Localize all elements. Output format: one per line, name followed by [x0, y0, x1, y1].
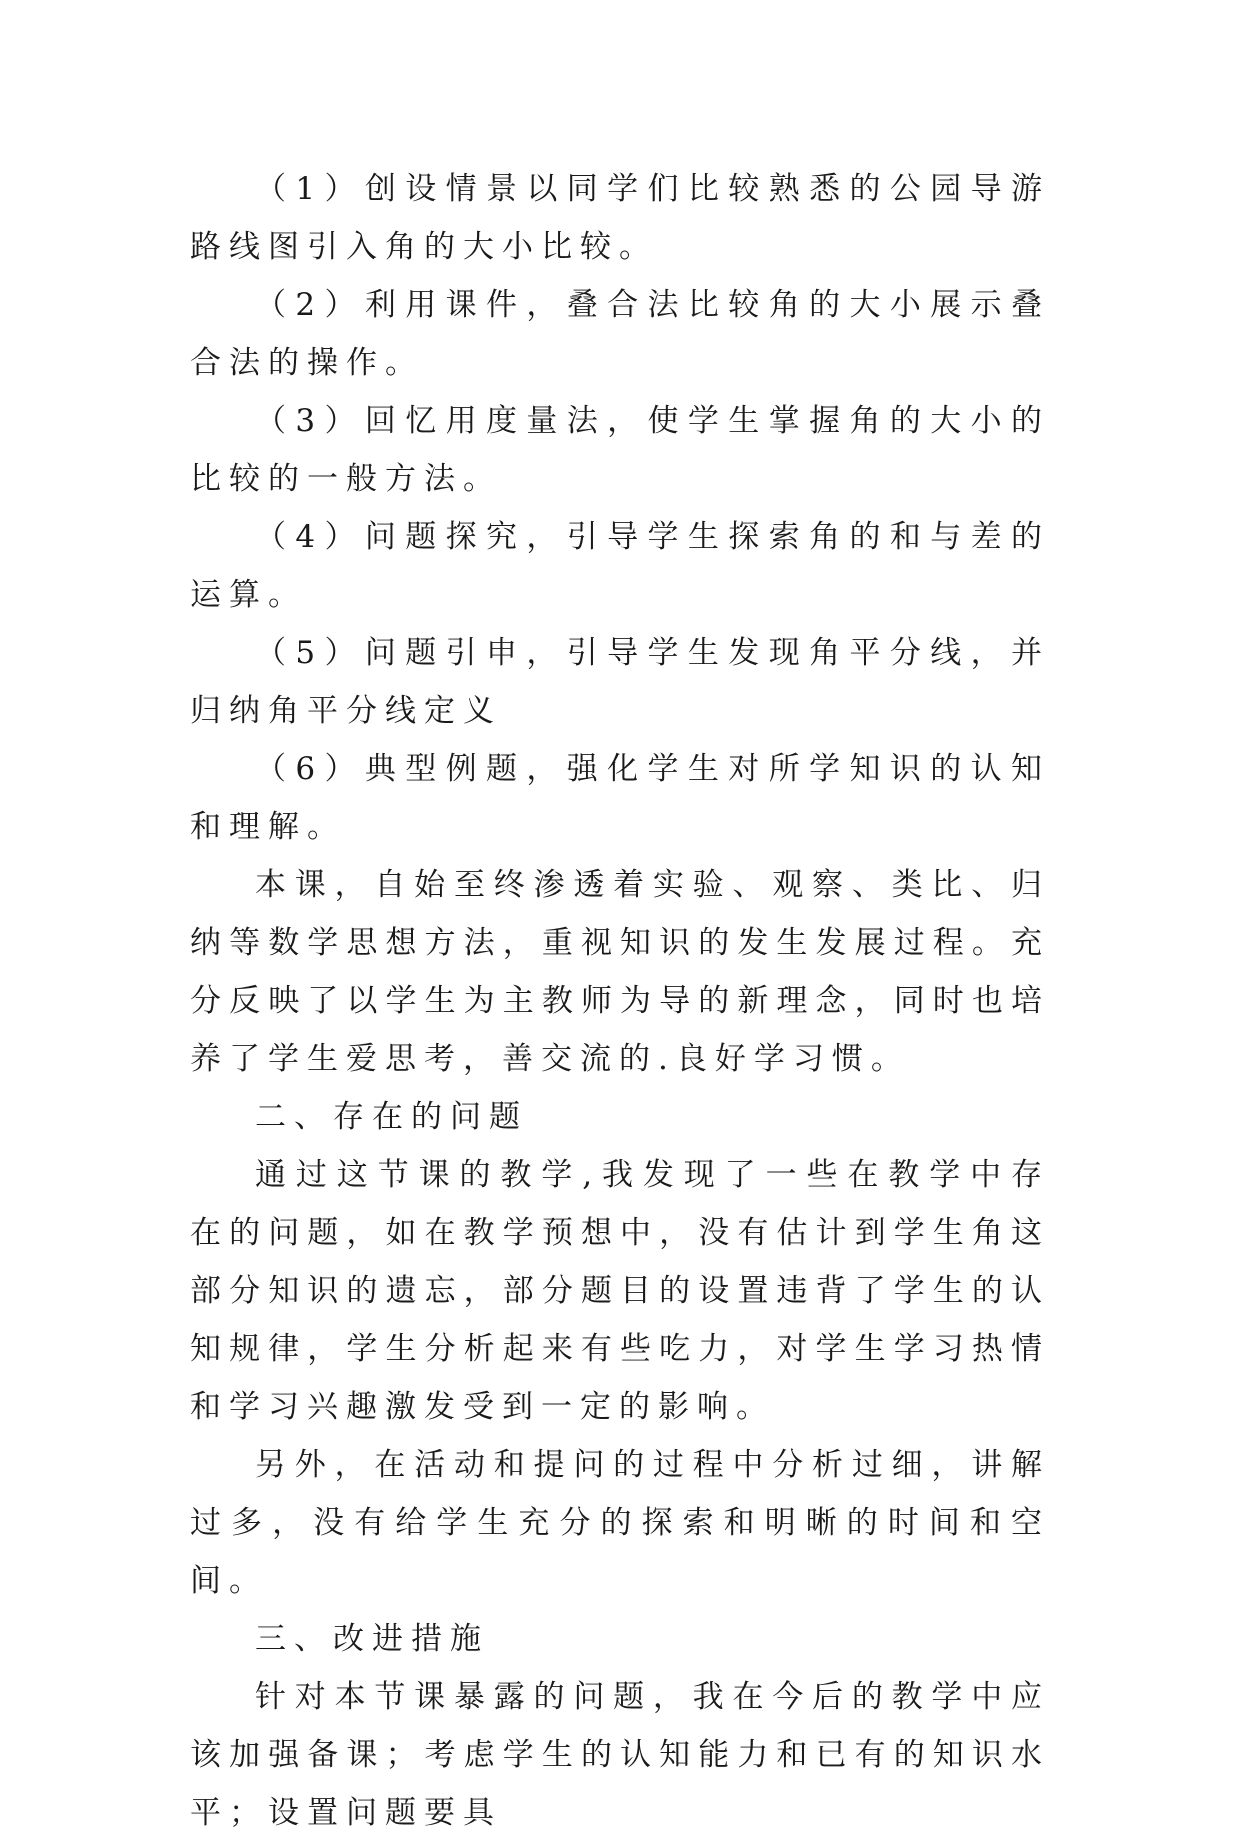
paragraph-step-6: （6）典型例题，强化学生对所学知识的认知和理解。 — [190, 751, 1050, 845]
section-heading-problems: 二、存在的问题 — [255, 1099, 528, 1135]
paragraph-step-3: （3）回忆用度量法，使学生掌握角的大小的比较的一般方法。 — [190, 403, 1050, 497]
section-heading-improvements: 三、改进措施 — [255, 1621, 489, 1657]
paragraph-problems: 通过这节课的教学,我发现了一些在教学中存在的问题，如在教学预想中，没有估计到学生角这部分知识的遗忘，部分题目的设置违背了学生的认知规律，学生分析起来有些吃力，对学生学习热情和学习兴趣激发受到一定的影响。 — [190, 1157, 1050, 1425]
paragraph-summary: 本课，自始至终渗透着实验、观察、类比、归纳等数学思想方法，重视知识的发生发展过程。充分反映了以学生为主教师为导的新理念，同时也培养了学生爱思考，善交流的.良好学习惯。 — [190, 867, 1050, 1077]
paragraph-additional-problems: 另外，在活动和提问的过程中分析过细，讲解过多，没有给学生充分的探索和明晰的时间和空间。 — [190, 1447, 1050, 1599]
document-body — [190, 160, 1050, 1842]
paragraph-step-1: （1）创设情景以同学们比较熟悉的公园导游路线图引入角的大小比较。 — [190, 171, 1050, 265]
paragraph-improvements: 针对本节课暴露的问题，我在今后的教学中应该加强备课；考虑学生的认知能力和已有的知识水平；设置问题要具 — [190, 1679, 1050, 1831]
paragraph-step-2: （2）利用课件，叠合法比较角的大小展示叠合法的操作。 — [190, 287, 1050, 381]
paragraph-step-5: （5）问题引申，引导学生发现角平分线，并归纳角平分线定义 — [190, 635, 1050, 729]
paragraph-step-4: （4）问题探究，引导学生探索角的和与差的运算。 — [190, 519, 1050, 613]
